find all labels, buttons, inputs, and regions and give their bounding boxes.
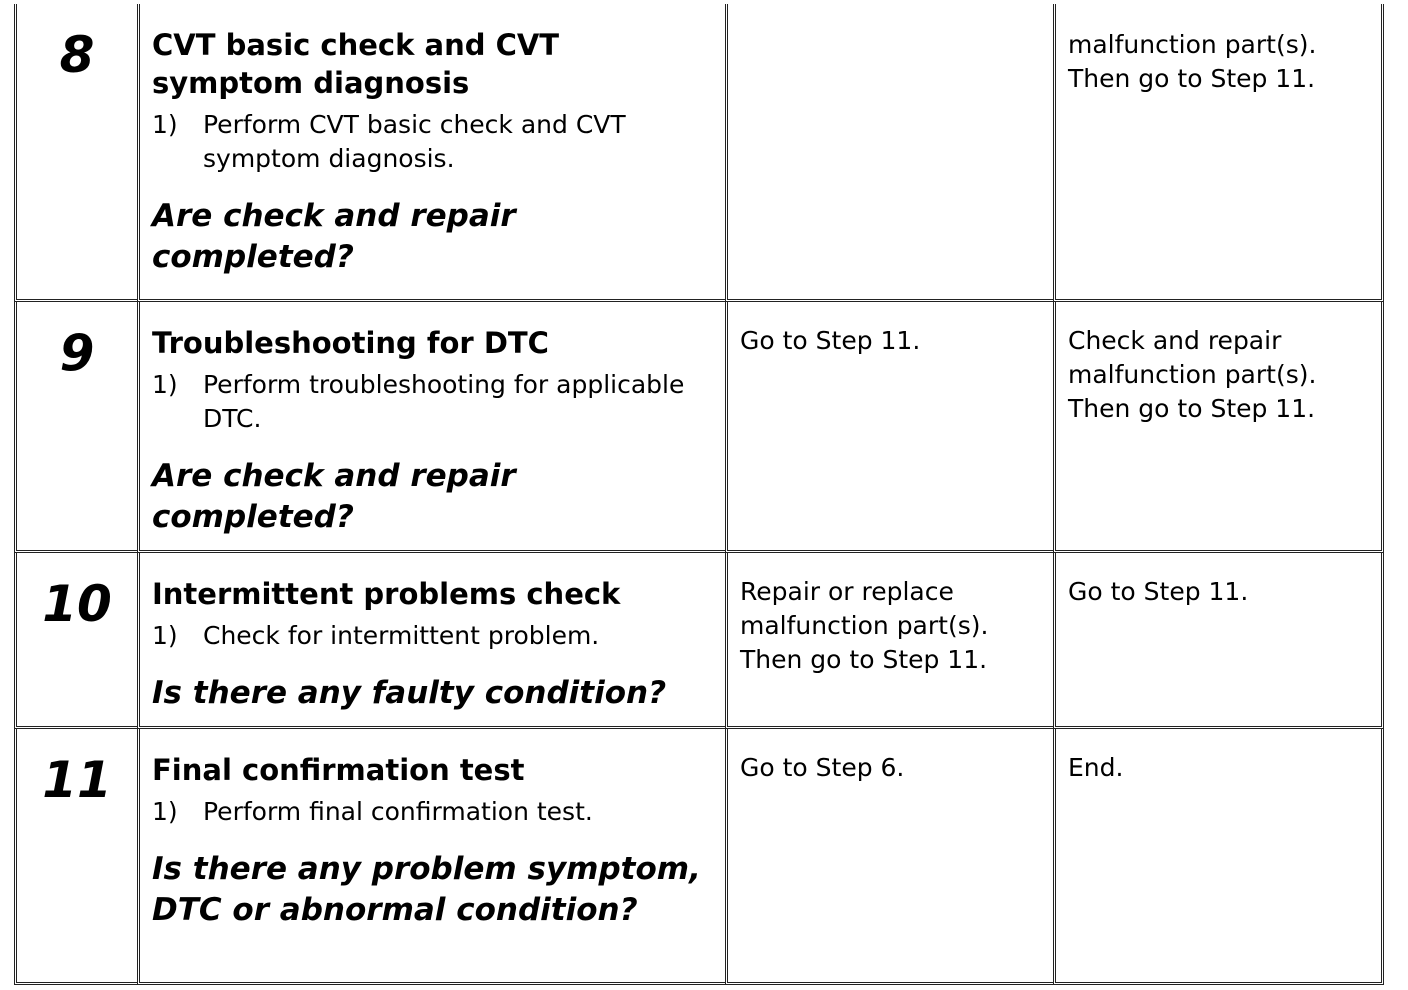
step-number: 9: [14, 302, 137, 553]
step-action-cell: [137, 553, 725, 729]
step-title: Troubleshooting for DTC: [152, 326, 549, 360]
step-instruction: [152, 108, 715, 176]
yes-result-cell: [725, 4, 1053, 302]
step-question: Is there any problem symptom, DTC or abnormal condition?: [152, 851, 701, 928]
step-instruction: [152, 619, 715, 653]
no-result-cell: Check and repair malfunction part(s). Then go to Step 11.: [1053, 302, 1384, 553]
instruction-number: 1): [152, 621, 178, 650]
step-number: 11: [14, 729, 137, 985]
table-row: [14, 4, 1384, 302]
step-number: 10: [14, 553, 137, 729]
step-action-cell: [137, 302, 725, 553]
step-question: Are check and repair completed?: [152, 198, 516, 275]
no-result-cell: Go to Step 11.: [1053, 553, 1384, 729]
step-question: Are check and repair completed?: [152, 458, 516, 535]
step-number: 8: [14, 4, 137, 302]
table-row: [14, 302, 1384, 553]
step-instruction: [152, 368, 715, 436]
procedure-table: [14, 4, 1384, 985]
step-title: Final confirmation test: [152, 753, 525, 787]
no-result-cell: End.: [1053, 729, 1384, 985]
yes-result-cell: Go to Step 6.: [725, 729, 1053, 985]
yes-result-cell: Go to Step 11.: [725, 302, 1053, 553]
step-instruction-list: [152, 108, 715, 176]
instruction-text: Perform CVT basic check and CVT symptom diagnosis.: [203, 110, 626, 173]
step-title: Intermittent problems check: [152, 577, 621, 611]
no-result-cell: malfunction part(s). Then go to Step 11.: [1053, 4, 1384, 302]
step-action-cell: [137, 4, 725, 302]
step-instruction-list: [152, 619, 715, 653]
instruction-text: Perform final confirmation test.: [203, 797, 593, 826]
table-row: [14, 729, 1384, 985]
instruction-text: Check for intermittent problem.: [203, 621, 600, 650]
instruction-number: 1): [152, 797, 178, 826]
instruction-number: 1): [152, 370, 178, 399]
step-instruction-list: [152, 368, 715, 436]
step-action-cell: [137, 729, 725, 985]
yes-result-cell: Repair or replace malfunction part(s). Then go to Step 11.: [725, 553, 1053, 729]
step-instruction-list: [152, 795, 715, 829]
step-title: CVT basic check and CVT symptom diagnosis: [152, 28, 560, 100]
step-question: Is there any faulty condition?: [152, 675, 667, 711]
step-instruction: [152, 795, 715, 829]
instruction-text: Perform troubleshooting for applicable DTC.: [203, 370, 685, 433]
instruction-number: 1): [152, 110, 178, 139]
table-row: [14, 553, 1384, 729]
